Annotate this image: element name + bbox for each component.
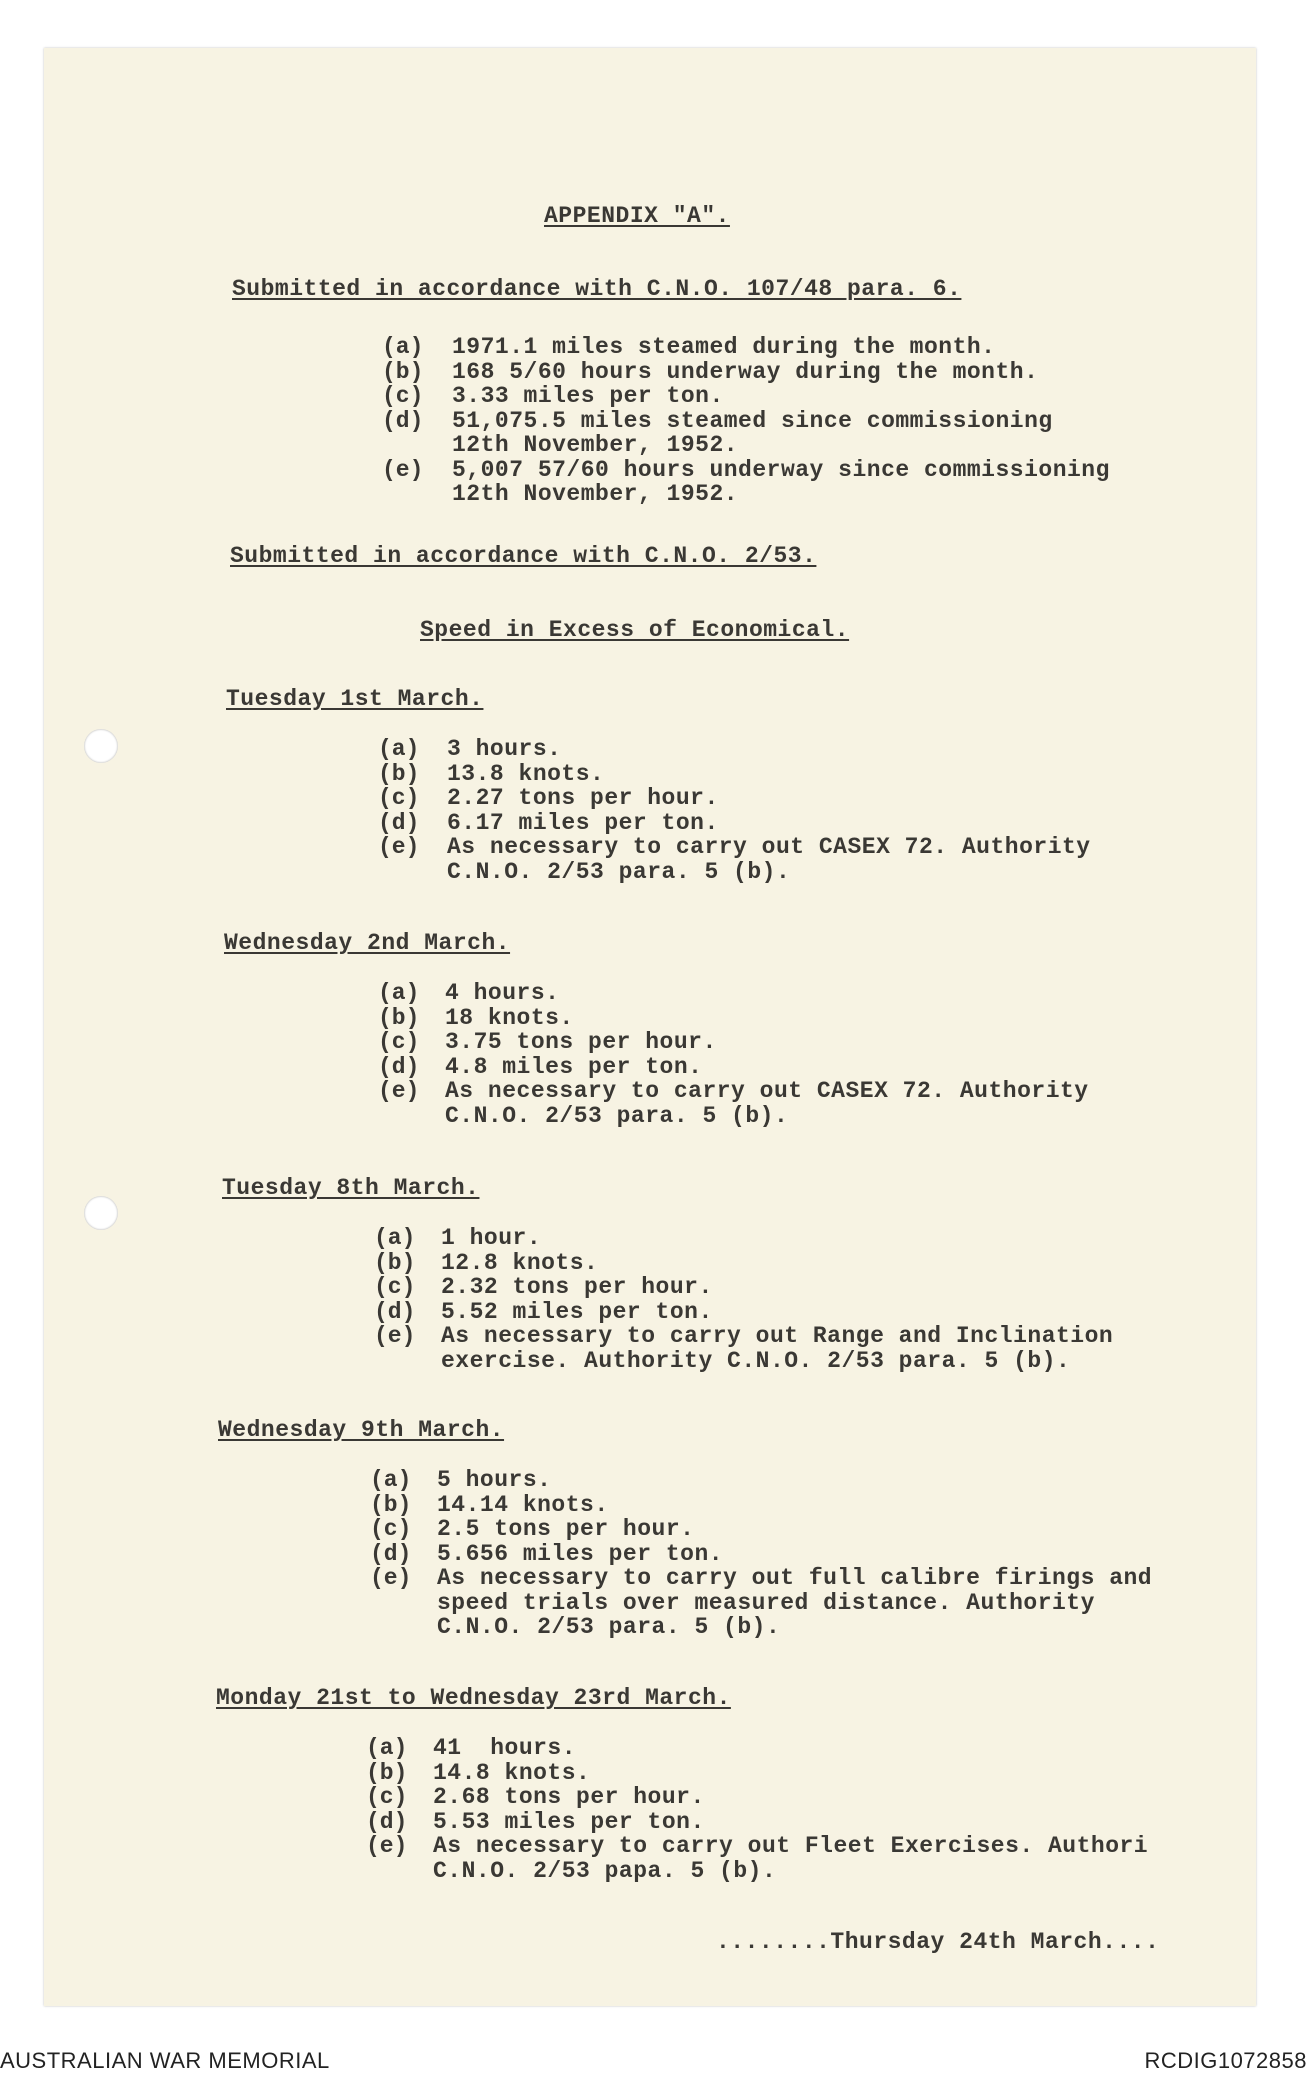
item-text: C.N.O. 2/53 para. 5 (b). <box>437 1614 781 1640</box>
item-marker: (d) <box>374 1298 416 1325</box>
day-heading: Wednesday 9th March. <box>218 1417 505 1443</box>
item-text: As necessary to carry out Range and Inclination <box>441 1323 1114 1349</box>
item-text: 12th November, 1952. <box>452 432 739 458</box>
item-marker: (c) <box>370 1516 412 1542</box>
item-marker: (c) <box>378 1029 420 1055</box>
item-marker: (b) <box>370 1491 412 1518</box>
item-marker: (e) <box>366 1833 408 1859</box>
item-marker: (e) <box>382 456 424 483</box>
section-heading: Submitted in accordance with C.N.O. 107/48 para. 6. <box>232 276 962 302</box>
document-title: APPENDIX "A". <box>544 203 730 229</box>
item-marker: (b) <box>374 1249 416 1276</box>
item-marker: (b) <box>378 760 420 787</box>
item-text: C.N.O. 2/53 para. 5 (b). <box>447 858 791 885</box>
day-heading: Tuesday 1st March. <box>226 686 484 712</box>
item-text: 6.17 miles per ton. <box>447 809 719 836</box>
item-marker: (d) <box>370 1540 412 1567</box>
day-heading: Wednesday 2nd March. <box>224 930 511 956</box>
item-marker: (c) <box>366 1784 408 1810</box>
item-marker: (e) <box>378 834 420 860</box>
item-text: 14.14 knots. <box>437 1491 609 1518</box>
item-text: As necessary to carry out CASEX 72. Authority <box>447 834 1091 860</box>
item-marker: (c) <box>378 785 420 811</box>
item-marker: (a) <box>382 334 424 360</box>
item-text: 5.53 miles per ton. <box>433 1808 705 1835</box>
item-marker: (a) <box>378 980 420 1006</box>
item-marker: (e) <box>370 1565 412 1591</box>
item-text: 5 hours. <box>437 1467 552 1493</box>
item-text: 1971.1 miles steamed during the month. <box>452 334 996 360</box>
item-text: C.N.O. 2/53 papa. 5 (b). <box>433 1857 777 1884</box>
item-marker: (a) <box>366 1735 408 1761</box>
document-page <box>44 48 1256 2006</box>
item-text: 12.8 knots. <box>441 1249 599 1276</box>
item-marker: (c) <box>374 1274 416 1300</box>
item-text: 12th November, 1952. <box>452 481 739 507</box>
item-marker: (e) <box>374 1323 416 1349</box>
item-text: 168 5/60 hours underway during the month. <box>452 358 1039 385</box>
item-text: 5.52 miles per ton. <box>441 1298 713 1325</box>
footer-right: RCDIG1072858 <box>1144 2048 1307 2073</box>
item-text: 2.68 tons per hour. <box>433 1784 705 1810</box>
item-marker: (d) <box>378 809 420 836</box>
item-text: 41 hours. <box>433 1735 577 1761</box>
item-text: 51,075.5 miles steamed since commissioning <box>452 407 1053 434</box>
item-marker: (a) <box>378 736 420 762</box>
item-text: 14.8 knots. <box>433 1759 591 1786</box>
section-heading: Submitted in accordance with C.N.O. 2/53. <box>230 543 817 569</box>
item-text: 3.75 tons per hour. <box>445 1029 717 1055</box>
item-marker: (c) <box>382 383 424 409</box>
continuation-note: ........Thursday 24th March.... <box>716 1929 1160 1955</box>
item-text: As necessary to carry out full calibre firings and <box>437 1565 1153 1591</box>
item-marker: (b) <box>382 358 424 385</box>
day-heading: Tuesday 8th March. <box>222 1175 480 1201</box>
item-marker: (b) <box>378 1004 420 1031</box>
item-text: 13.8 knots. <box>447 760 605 787</box>
item-text: 4 hours. <box>445 980 560 1006</box>
footer-left: AUSTRALIAN WAR MEMORIAL <box>0 2048 330 2073</box>
item-text: 4.8 miles per ton. <box>445 1053 703 1080</box>
item-text: As necessary to carry out Fleet Exercises. Authori <box>433 1833 1149 1859</box>
item-marker: (e) <box>378 1078 420 1104</box>
punch-hole <box>84 729 118 763</box>
item-marker: (d) <box>382 407 424 434</box>
item-text: 18 knots. <box>445 1004 574 1031</box>
item-marker: (a) <box>374 1225 416 1251</box>
item-text: As necessary to carry out CASEX 72. Authority <box>445 1078 1089 1104</box>
item-text: 1 hour. <box>441 1225 542 1251</box>
item-text: C.N.O. 2/53 para. 5 (b). <box>445 1102 789 1129</box>
item-text: exercise. Authority C.N.O. 2/53 para. 5 (b). <box>441 1347 1071 1374</box>
item-text: speed trials over measured distance. Authority <box>437 1589 1095 1616</box>
item-marker: (b) <box>366 1759 408 1786</box>
item-text: 3.33 miles per ton. <box>452 383 724 409</box>
section-subheading: Speed in Excess of Economical. <box>420 617 850 643</box>
item-text: 2.32 tons per hour. <box>441 1274 713 1300</box>
item-marker: (d) <box>366 1808 408 1835</box>
day-heading: Monday 21st to Wednesday 23rd March. <box>216 1685 731 1711</box>
item-marker: (a) <box>370 1467 412 1493</box>
item-marker: (d) <box>378 1053 420 1080</box>
item-text: 5,007 57/60 hours underway since commissioning <box>452 456 1110 483</box>
item-text: 2.5 tons per hour. <box>437 1516 695 1542</box>
punch-hole <box>84 1196 118 1230</box>
item-text: 3 hours. <box>447 736 562 762</box>
item-text: 5.656 miles per ton. <box>437 1540 724 1567</box>
item-text: 2.27 tons per hour. <box>447 785 719 811</box>
